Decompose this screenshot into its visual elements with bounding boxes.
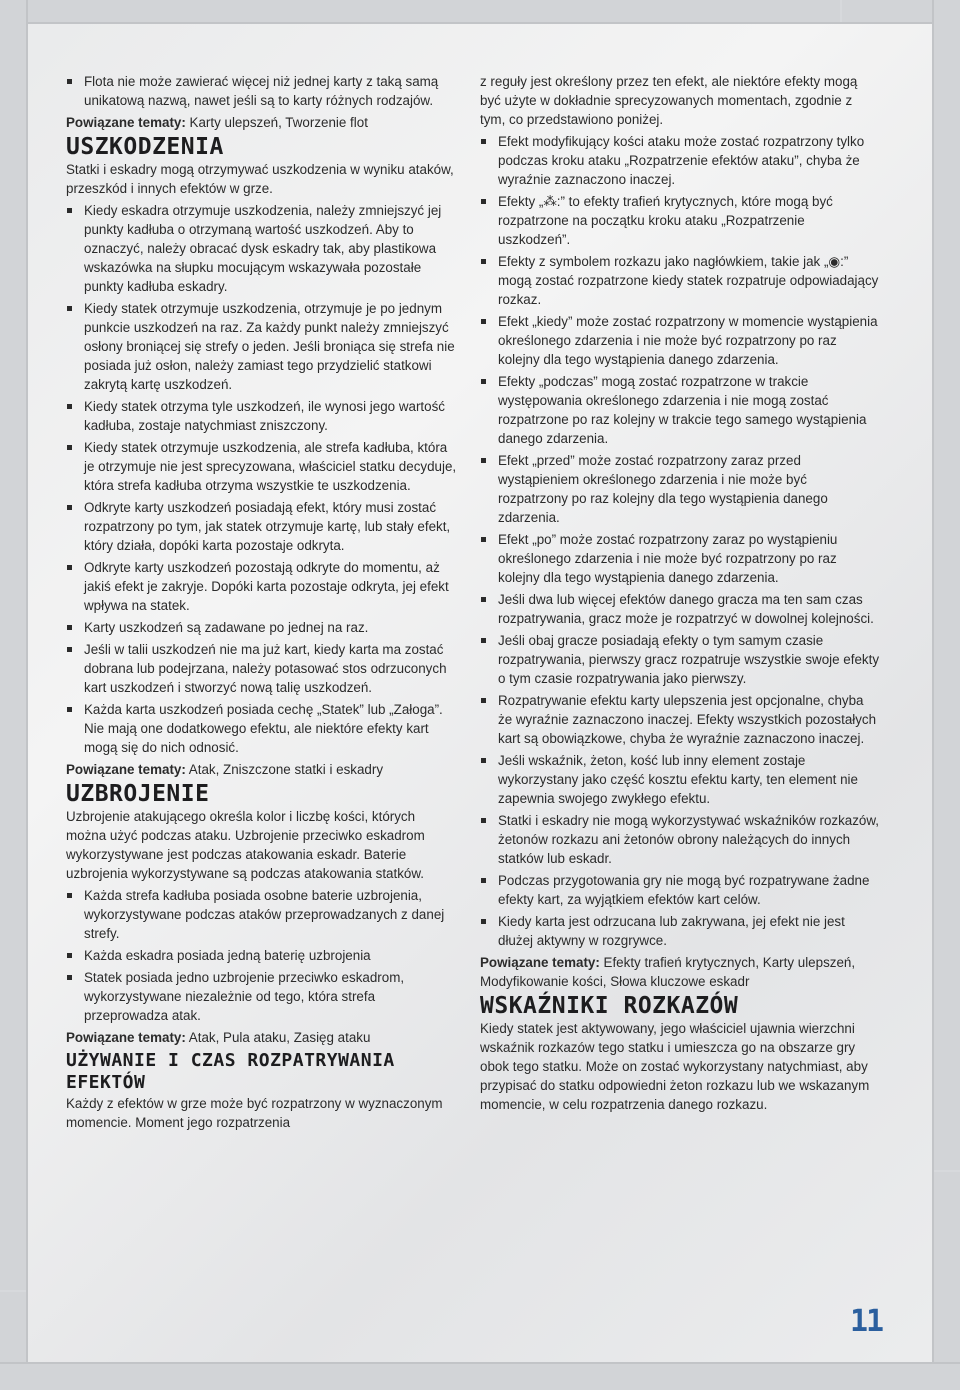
- section-intro-armament: Uzbrojenie atakującego określa kolor i liczbę kości, których można użyć podczas ataku. Uzbrojenie przeciwko eskadrom wykorzystywane jest podczas atakowania eskadr. Baterie uzbrojenia wykorzystywane są podczas atakowania statków.: [66, 809, 425, 881]
- related-topics-label: Powiązane tematy:: [480, 955, 600, 970]
- plate-seam: [840, 0, 842, 22]
- list-item: Kiedy eskadra otrzymuje uszkodzenia, należy zmniejszyć jej punkty kadłuba o otrzymaną wartość uszkodzeń. Aby to oznaczyć, należy obracać dysk eskadry tak, aby plastikowa wskazówka na słupku mocującym wskazywała pozostałe punkty kadłuba eskadry.: [66, 201, 458, 296]
- list-item: Statki i eskadry nie mogą wykorzystywać wskaźników rozkazów, żetonów rozkazu ani żetonów obrony należących do innych statków lub eskadr.: [480, 811, 880, 868]
- list-item: Każda strefa kadłuba posiada osobne baterie uzbrojenia, wykorzystywane podczas ataków przeprowadzanych z danej strefy.: [66, 886, 458, 943]
- list-item: Odkryte karty uszkodzeń posiadają efekt, który musi zostać rozpatrzony po tym, jak statek otrzymuje kartę, lub stały efekt, który działa, dopóki karta pozostaje odkryta.: [66, 498, 458, 555]
- list-item: Efekt „po” może zostać rozpatrzony zaraz po wystąpieniu określonego zdarzenia i nie może być rozpatrzony po raz kolejny dla tego wystąpienia danego zdarzenia.: [480, 530, 880, 587]
- list-item: Kiedy statek otrzymuje uszkodzenia, otrzymuje je po jednym punkcie uszkodzeń na raz. Za każdy punkt należy zmniejszyć osłony broniącej się strefy o jeden. Jeśli broniąca się strefa nie posiada już osłon, należy zamiast tego przydzielić statkowi zakrytą kartę uszkodzeń.: [66, 299, 458, 394]
- left-column: [66, 72, 458, 1135]
- list-item: Karty uszkodzeń są zadawane po jednej na raz.: [66, 618, 458, 637]
- list-item: Efekty z symbolem rozkazu jako nagłówkiem, takie jak „◉:” mogą zostać rozpatrzone kiedy statek rozpatruje odpowiadający rozkaz.: [480, 252, 880, 309]
- intro-bullet-list: [66, 72, 458, 110]
- list-item: Efekt modyfikujący kości ataku może zostać rozpatrzony tylko podczas kroku ataku „Rozpatrzenie efektów ataku”, chyba że wyraźnie zaznaczono inaczej.: [480, 132, 880, 189]
- armament-bullet-list: [66, 886, 458, 1025]
- list-item: Statek posiada jedno uzbrojenie przeciwko eskadrom, wykorzystywane niezależnie od tego, która strefa przeprowadza atak.: [66, 968, 458, 1025]
- list-item: Rozpatrywanie efektu karty ulepszenia jest opcjonalne, chyba że wyraźnie zaznaczono inaczej. Efekty wszystkich pozostałych kart są obowiązkowe, chyba że wyraźnie zaznaczono inaczej.: [480, 691, 880, 748]
- related-topics-label: Powiązane tematy:: [66, 115, 186, 130]
- list-item: Odkryte karty uszkodzeń pozostają odkryte do momentu, aż jakiś efekt je zakryje. Dopóki karta pozostaje odkryta, jej efekt wpływa na statek.: [66, 558, 458, 615]
- list-item: Efekty „podczas” mogą zostać rozpatrzone w trakcie występowania określonego zdarzenia i nie mogą zostać rozpatrzone po raz kolejny w trakcie tego samego wystąpienia danego zdarzenia.: [480, 372, 880, 448]
- frame-left: [0, 0, 28, 1390]
- effects-bullet-list: [480, 132, 880, 950]
- plate-seam: [934, 1170, 960, 1172]
- plate-seam: [0, 1290, 26, 1292]
- list-item: Każda eskadra posiada jedną baterię uzbrojenia: [66, 946, 458, 965]
- related-topics: [66, 1028, 458, 1047]
- damage-bullet-list: [66, 201, 458, 757]
- related-topics-label: Powiązane tematy:: [66, 1030, 186, 1045]
- list-item: Efekt „kiedy” może zostać rozpatrzony w momencie wystąpienia określonego zdarzenia i nie może być rozpatrzony po raz kolejny dla tego wystąpienia danego zdarzenia.: [480, 312, 880, 369]
- list-item: Jeśli obaj gracze posiadają efekty o tym samym czasie rozpatrywania, pierwszy gracz rozpatruje wszystkie swoje efekty o tym czasie rozpatrywania jako pierwszy.: [480, 631, 880, 688]
- section-heading-effects: UŻYWANIE I CZAS ROZPATRYWANIA EFEKTÓW: [66, 1050, 395, 1093]
- list-item: Podczas przygotowania gry nie mogą być rozpatrywane żadne efekty kart, za wyjątkiem efektów kart celów.: [480, 871, 880, 909]
- list-item: Każda karta uszkodzeń posiada cechę „Statek” lub „Załoga”. Nie mają one dodatkowego efektu, ale niektóre efekty kart mogą się do nich odnosić.: [66, 700, 458, 757]
- effects-continued-text: z reguły jest określony przez ten efekt, ale niektóre efekty mogą być użyte w dokładnie sprecyzowanych momentach, zgodnie z tym, co przedstawiono poniżej.: [480, 74, 858, 127]
- frame-bottom: [0, 1362, 960, 1390]
- list-item: Jeśli wskaźnik, żeton, kość lub inny element zostaje wykorzystany jako część kosztu efektu karty, ten element nie zapewnia swojego zwykłego efektu.: [480, 751, 880, 808]
- list-item: Efekt „przed” może zostać rozpatrzony zaraz przed wystąpieniem określonego zdarzenia i nie może być rozpatrzony po raz kolejny dla tego wystąpienia danego zdarzenia.: [480, 451, 880, 527]
- frame-right: [932, 0, 960, 1390]
- list-item: Efekty „⁂:” to efekty trafień krytycznych, które mogą być rozpatrzone na początku kroku ataku „Rozpatrzenie uszkodzeń”.: [480, 192, 880, 249]
- list-item: Kiedy karta jest odrzucana lub zakrywana, jej efekt nie jest dłużej aktywny w rozgrywce.: [480, 912, 880, 950]
- related-topics-text: Atak, Pula ataku, Zasięg ataku: [185, 1030, 371, 1045]
- list-item: Flota nie może zawierać więcej niż jednej karty z taką samą unikatową nazwą, nawet jeśli są to karty różnych rodzajów.: [66, 72, 458, 110]
- related-topics-label: Powiązane tematy:: [66, 762, 186, 777]
- section-heading-armament: UZBROJENIE: [66, 781, 210, 807]
- list-item: Jeśli dwa lub więcej efektów danego gracza ma ten sam czas rozpatrywania, gracz może je rozpatrzyć w dowolnej kolejności.: [480, 590, 880, 628]
- list-item: Jeśli w talii uszkodzeń nie ma już kart, kiedy karta ma zostać dobrana lub podejrzana, należy potasować stos odrzuconych kart uszkodzeń i stworzyć nową talię uszkodzeń.: [66, 640, 458, 697]
- related-topics: [480, 953, 880, 991]
- page-number: 11: [850, 1304, 883, 1339]
- related-topics: [66, 113, 458, 132]
- right-column: [480, 72, 880, 1117]
- related-topics: [66, 760, 458, 779]
- list-item: Kiedy statek otrzymuje uszkodzenia, ale strefa kadłuba, która je otrzymuje nie jest sprecyzowana, właściciel statku decyduje, która strefa kadłuba otrzyma wszystkie te uszkodzenia.: [66, 438, 458, 495]
- related-topics-text: Karty ulepszeń, Tworzenie flot: [185, 115, 368, 130]
- related-topics-text: Efekty trafień krytycznych, Karty ulepszeń, Modyfikowanie kości, Słowa kluczowe eskadr: [480, 955, 856, 989]
- section-intro-effects: Każdy z efektów w grze może być rozpatrzony w wyznaczonym momencie. Moment jego rozpatrzenia: [66, 1096, 443, 1130]
- section-heading-damage: USZKODZENIA: [66, 134, 224, 160]
- frame-top: [0, 0, 960, 24]
- list-item: Kiedy statek otrzyma tyle uszkodzeń, ile wynosi jego wartość kadłuba, zostaje natychmiast zniszczony.: [66, 397, 458, 435]
- related-topics-text: Atak, Zniszczone statki i eskadry: [185, 762, 384, 777]
- section-intro-command-dials: Kiedy statek jest aktywowany, jego właściciel ujawnia wierzchni wskaźnik rozkazów tego statku i umieszcza go na obszarze gry obok tego statku. Może on zostać wykorzystany natychmiast, aby przypisać do statku odpowiedni żeton rozkazu lub we wskazanym momencie, w celu rozpatrzenia danego rozkazu.: [480, 1021, 870, 1112]
- section-heading-command-dials: WSKAŹNIKI ROZKAZÓW: [480, 993, 739, 1019]
- section-intro-damage: Statki i eskadry mogą otrzymywać uszkodzenia w wyniku ataków, przeszkód i innych efektów w grze.: [66, 162, 454, 196]
